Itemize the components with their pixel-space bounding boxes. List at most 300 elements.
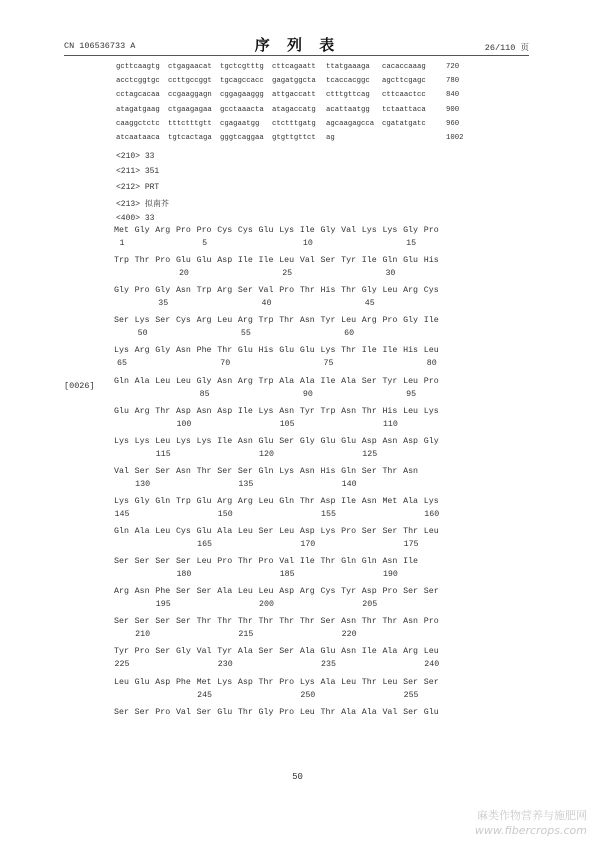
amino-acid: Asn xyxy=(341,647,357,657)
amino-acid: Ile xyxy=(382,346,398,356)
nucleotide-segment: agcaagagcca xyxy=(326,119,375,128)
amino-acid: Tyr xyxy=(341,587,357,597)
amino-acid: Ser xyxy=(155,647,171,657)
amino-acid: Ser xyxy=(237,466,253,476)
residue-position-number: 25 xyxy=(282,269,293,279)
protein-residue-row xyxy=(0,256,595,268)
residue-position-number: 135 xyxy=(238,479,254,489)
amino-acid: Ser xyxy=(134,466,150,476)
amino-acid: Lys xyxy=(258,406,274,416)
amino-acid: Lys xyxy=(382,226,398,235)
amino-acid: Lys xyxy=(279,226,295,235)
amino-acid: Ala xyxy=(217,587,233,597)
amino-acid: Lys xyxy=(114,496,129,506)
amino-acid: Pro xyxy=(258,557,274,567)
residue-position-number: 250 xyxy=(300,690,316,700)
amino-acid: Thr xyxy=(299,617,315,627)
residue-position-number: 30 xyxy=(385,269,396,279)
amino-acid: Gln xyxy=(341,466,357,476)
amino-acid: Glu xyxy=(279,346,295,356)
residue-position-number: 40 xyxy=(261,299,272,309)
residue-position-number: 155 xyxy=(321,509,336,519)
nucleotide-segment: gggtcaggaa xyxy=(220,134,264,142)
residue-position-number: 75 xyxy=(323,359,334,369)
amino-acid: Lys xyxy=(423,496,439,506)
amino-acid: Lys xyxy=(320,527,336,536)
nucleotide-segment: ccttgccggt xyxy=(168,77,212,86)
residue-position-number: 35 xyxy=(158,299,169,309)
amino-acid: Gly xyxy=(403,316,419,326)
amino-acid: His xyxy=(403,346,419,356)
nucleotide-segment: atagatgaag xyxy=(116,105,160,114)
amino-acid: Glu xyxy=(258,436,274,446)
amino-acid: Ala xyxy=(217,527,233,536)
amino-acid: Pro xyxy=(382,587,398,597)
nucleotide-segment: caaggctctc xyxy=(116,119,160,128)
protein-residue-row xyxy=(0,587,595,599)
amino-acid: Gly xyxy=(155,346,171,356)
protein-position-row xyxy=(0,299,595,311)
nucleotide-segment: tcaccacggc xyxy=(326,77,370,86)
amino-acid: Thr xyxy=(382,617,398,627)
amino-acid: Ser xyxy=(175,557,191,567)
protein-position-row xyxy=(0,329,595,341)
amino-acid: Thr xyxy=(258,617,274,627)
amino-acid: Cys xyxy=(175,527,191,536)
protein-residue-row xyxy=(0,527,595,539)
amino-acid: Leu xyxy=(155,436,171,446)
nucleotide-segment: tttctttgtt xyxy=(168,119,212,128)
residue-position-number: 215 xyxy=(238,630,254,640)
protein-residue-row xyxy=(0,708,595,720)
meta-value: 33 xyxy=(144,213,155,223)
amino-acid: Ser xyxy=(403,587,419,597)
amino-acid: Lys xyxy=(134,316,150,326)
amino-acid: Leu xyxy=(237,587,253,597)
nucleotide-segment: ctgagaacat xyxy=(168,63,212,71)
amino-acid: Thr xyxy=(299,286,315,296)
amino-acid: Ser xyxy=(114,316,129,326)
amino-acid: Cys xyxy=(237,226,253,235)
residue-position-number: 10 xyxy=(302,239,313,248)
amino-acid: Cys xyxy=(423,286,439,296)
amino-acid: Leu xyxy=(341,677,357,687)
amino-acid: Tyr xyxy=(341,256,357,266)
amino-acid: Gln xyxy=(258,466,274,476)
amino-acid: Ser xyxy=(175,587,191,597)
amino-acid: Pro xyxy=(279,707,295,717)
residue-position-number: 5 xyxy=(202,239,208,248)
amino-acid: Leu xyxy=(258,496,274,506)
meta-value: 33 xyxy=(144,152,155,161)
amino-acid: Met xyxy=(114,226,129,235)
residue-position-number: 65 xyxy=(117,359,127,369)
amino-acid: Ile xyxy=(361,647,377,657)
page-info: 26/110 页 xyxy=(484,43,529,53)
paragraph-label: [0026] xyxy=(64,381,95,391)
amino-acid: Ile xyxy=(361,256,377,266)
amino-acid: Glu xyxy=(258,226,274,235)
amino-acid: Leu xyxy=(114,677,129,687)
amino-acid: Ile xyxy=(423,316,439,326)
nucleotide-segment: attgaccatt xyxy=(272,91,316,100)
amino-acid: Leu xyxy=(279,256,295,266)
nucleotide-segment: ctctttgatg xyxy=(272,119,316,128)
amino-acid: Val xyxy=(279,557,295,567)
amino-acid: Thr xyxy=(196,617,212,627)
amino-acid: Pro xyxy=(155,256,171,266)
amino-acid: Thr xyxy=(361,406,377,416)
amino-acid: Thr xyxy=(134,256,150,266)
nucleotide-position: 900 xyxy=(446,105,460,114)
residue-position-number: 80 xyxy=(426,359,437,369)
amino-acid: Asp xyxy=(217,406,233,416)
meta-tag: <212> xyxy=(116,182,141,192)
nucleotide-segment: ag xyxy=(326,134,335,142)
amino-acid: Thr xyxy=(320,707,336,717)
amino-acid: Glu xyxy=(403,256,419,266)
nucleotide-segment: ttatgaaaga xyxy=(326,63,370,71)
amino-acid: Ser xyxy=(237,286,253,296)
amino-acid: Leu xyxy=(299,707,315,717)
amino-acid: Ser xyxy=(403,677,419,687)
amino-acid: Asp xyxy=(175,406,191,416)
amino-acid: Arg xyxy=(217,286,233,296)
nucleotide-segment: ctttgttcag xyxy=(326,91,370,100)
amino-acid: Gln xyxy=(361,557,377,567)
amino-acid: His xyxy=(320,286,336,296)
amino-acid: Val xyxy=(382,707,398,717)
amino-acid: Pro xyxy=(279,286,295,296)
amino-acid: Lys xyxy=(320,346,336,356)
amino-acid: Ser xyxy=(134,617,150,627)
protein-residue-row xyxy=(0,407,595,419)
amino-acid: Thr xyxy=(237,557,253,567)
amino-acid: Leu xyxy=(155,376,171,386)
amino-acid: Pro xyxy=(423,617,439,627)
amino-acid: Ser xyxy=(155,617,171,627)
amino-acid: Glu xyxy=(196,256,212,266)
residue-position-number: 160 xyxy=(424,509,440,519)
amino-acid: Ile xyxy=(237,256,253,266)
amino-acid: Asn xyxy=(341,406,357,416)
amino-acid: Ser xyxy=(155,557,171,567)
amino-acid: Gly xyxy=(134,496,150,506)
amino-acid: Leu xyxy=(423,346,439,356)
meta-value: 拟南芥 xyxy=(144,200,169,210)
amino-acid: Asn xyxy=(341,617,357,627)
amino-acid: Arg xyxy=(114,587,129,597)
amino-acid: Asn xyxy=(403,466,419,476)
amino-acid: Met xyxy=(382,496,398,506)
amino-acid: Asn xyxy=(382,436,398,446)
amino-acid: Glu xyxy=(341,436,357,446)
amino-acid: Asp xyxy=(361,587,377,597)
amino-acid: Lys xyxy=(196,436,212,446)
nucleotide-segment: tgcagccacc xyxy=(220,77,264,86)
nucleotide-segment: agcttcgagc xyxy=(382,77,426,86)
nucleotide-segment: gcctaaacta xyxy=(220,105,264,114)
amino-acid: Thr xyxy=(258,677,274,687)
amino-acid: Asp xyxy=(217,256,233,266)
amino-acid: Ala xyxy=(299,647,315,657)
amino-acid: Lys xyxy=(299,677,315,687)
amino-acid: Arg xyxy=(299,587,315,597)
nucleotide-segment: cggagaaggg xyxy=(220,91,264,100)
protein-position-row xyxy=(0,721,595,733)
protein-residue-row xyxy=(0,316,595,328)
protein-position-row xyxy=(0,269,595,281)
nucleotide-segment: ctgaagagaa xyxy=(168,105,212,114)
amino-acid: Ser xyxy=(258,527,274,536)
amino-acid: Lys xyxy=(134,436,150,446)
amino-acid: Ala xyxy=(279,376,295,386)
amino-acid: Leu xyxy=(258,587,274,597)
residue-position-number: 180 xyxy=(176,570,192,580)
nucleotide-segment: cacaccaaag xyxy=(382,63,426,71)
amino-acid: Asn xyxy=(299,466,315,476)
amino-acid: Val xyxy=(299,256,315,266)
amino-acid: Arg xyxy=(196,316,212,326)
amino-acid: Ile xyxy=(320,376,336,386)
amino-acid: Pro xyxy=(155,707,171,717)
amino-acid: Lys xyxy=(114,436,129,446)
protein-position-row xyxy=(0,480,595,492)
amino-acid: Asn xyxy=(196,406,212,416)
protein-position-row xyxy=(0,691,595,703)
residue-position-number: 115 xyxy=(155,449,171,459)
residue-position-number: 225 xyxy=(114,660,130,670)
amino-acid: Gly xyxy=(134,226,150,235)
residue-position-number: 120 xyxy=(259,449,274,459)
watermark-url: www.fibercrops.com xyxy=(474,824,587,837)
protein-position-row xyxy=(0,359,595,371)
sequence-meta-line xyxy=(116,198,169,209)
amino-acid: Trp xyxy=(114,256,129,266)
protein-residue-row xyxy=(0,647,595,659)
amino-acid: Leu xyxy=(217,316,233,326)
amino-acid: Pro xyxy=(341,527,357,536)
amino-acid: Asn xyxy=(382,557,398,567)
amino-acid: Ile xyxy=(217,436,233,446)
nucleotide-position: 960 xyxy=(446,119,460,128)
residue-position-number: 85 xyxy=(199,389,210,399)
amino-acid: Glu xyxy=(320,436,336,446)
amino-acid: Lys xyxy=(423,406,439,416)
protein-position-row xyxy=(0,570,595,582)
amino-acid: Gly xyxy=(403,226,419,235)
amino-acid: Ser xyxy=(279,436,295,446)
protein-residue-row xyxy=(0,678,595,690)
amino-acid: Trp xyxy=(320,406,336,416)
amino-acid: Ser xyxy=(114,707,129,717)
residue-position-number: 130 xyxy=(135,479,151,489)
amino-acid: Ser xyxy=(320,617,336,627)
nucleotide-segment: acattaatgg xyxy=(326,105,370,114)
amino-acid: Asp xyxy=(320,496,336,506)
nucleotide-segment: gagatggcta xyxy=(272,77,316,86)
amino-acid: Ser xyxy=(114,617,129,627)
amino-acid: Pro xyxy=(423,226,439,235)
amino-acid: Glu xyxy=(299,346,315,356)
nucleotide-segment: tgctcgtttg xyxy=(220,63,264,71)
residue-position-number: 195 xyxy=(155,600,171,610)
residue-position-number: 220 xyxy=(341,630,357,640)
amino-acid: Ser xyxy=(114,557,129,567)
amino-acid: His xyxy=(423,256,439,266)
amino-acid: Pro xyxy=(217,557,233,567)
amino-acid: Asp xyxy=(237,677,253,687)
amino-acid: Ile xyxy=(258,256,274,266)
amino-acid: Lys xyxy=(279,466,295,476)
amino-acid: His xyxy=(320,466,336,476)
amino-acid: Asn xyxy=(175,466,191,476)
residue-position-number: 95 xyxy=(406,389,417,399)
protein-residue-row xyxy=(0,346,595,358)
amino-acid: Asn xyxy=(361,496,377,506)
amino-acid: Ser xyxy=(361,376,377,386)
amino-acid: Ala xyxy=(382,647,398,657)
amino-acid: Thr xyxy=(341,286,357,296)
amino-acid: Cys xyxy=(175,316,191,326)
nucleotide-segment: tgtcactaga xyxy=(168,134,212,142)
amino-acid: Asn xyxy=(217,376,233,386)
amino-acid: Ile xyxy=(361,346,377,356)
meta-value: PRT xyxy=(144,182,160,192)
protein-residue-row xyxy=(0,286,595,298)
nucleotide-segment: gtgttgttct xyxy=(272,134,316,142)
nucleotide-segment: ccgaaggagn xyxy=(168,91,212,100)
amino-acid: Thr xyxy=(196,466,212,476)
nucleotide-segment: cttcaactcc xyxy=(382,91,426,100)
residue-position-number: 240 xyxy=(424,660,440,670)
sequence-meta-line xyxy=(116,183,159,192)
nucleotide-segment: atcaataaca xyxy=(116,134,160,142)
amino-acid: Ser xyxy=(134,557,150,567)
amino-acid: Ser xyxy=(279,647,295,657)
amino-acid: Asn xyxy=(134,587,150,597)
protein-position-row xyxy=(0,600,595,612)
meta-tag: <213> xyxy=(116,200,141,210)
nucleotide-segment: cgagaatgg xyxy=(220,119,260,128)
amino-acid: Arg xyxy=(237,376,253,386)
protein-position-row xyxy=(0,540,595,552)
amino-acid: Phe xyxy=(155,587,171,597)
amino-acid: Glu xyxy=(114,406,129,416)
amino-acid: Ser xyxy=(155,316,171,326)
residue-position-number: 140 xyxy=(341,479,357,489)
amino-acid: Thr xyxy=(217,617,233,627)
amino-acid: Thr xyxy=(320,557,336,567)
amino-acid: Gly xyxy=(299,436,315,446)
amino-acid: Pro xyxy=(134,647,150,657)
protein-residue-row xyxy=(0,226,595,238)
nucleotide-position: 840 xyxy=(446,91,460,100)
amino-acid: Ser xyxy=(423,677,439,687)
sequence-meta-line xyxy=(116,167,159,176)
amino-acid: His xyxy=(382,406,398,416)
amino-acid: Ser xyxy=(196,587,212,597)
protein-residue-row xyxy=(0,557,595,569)
sequence-meta-line xyxy=(116,152,154,161)
nucleotide-segment: cttcagaatt xyxy=(272,63,316,71)
amino-acid: Leu xyxy=(423,647,439,657)
amino-acid: Ala xyxy=(299,376,315,386)
residue-position-number: 190 xyxy=(382,570,398,580)
amino-acid: Ala xyxy=(361,707,377,717)
amino-acid: Ala xyxy=(403,496,419,506)
amino-acid: Val xyxy=(341,226,357,235)
residue-position-number: 60 xyxy=(344,329,355,339)
amino-acid: Gln xyxy=(279,496,295,506)
protein-position-row xyxy=(0,390,595,402)
amino-acid: Glu xyxy=(196,527,212,536)
amino-acid: Gln xyxy=(341,557,357,567)
residue-position-number: 255 xyxy=(403,690,419,700)
amino-acid: Ser xyxy=(361,527,377,536)
amino-acid: Val xyxy=(196,647,212,657)
patent-number: CN 106536733 A xyxy=(64,41,136,51)
amino-acid: Leu xyxy=(237,527,253,536)
amino-acid: Asp xyxy=(279,587,295,597)
amino-acid: Tyr xyxy=(217,647,233,657)
amino-acid: Phe xyxy=(175,677,191,687)
amino-acid: Val xyxy=(114,466,129,476)
amino-acid: Met xyxy=(196,677,212,687)
protein-position-row xyxy=(0,239,595,251)
protein-residue-row xyxy=(0,467,595,479)
amino-acid: Thr xyxy=(299,496,315,506)
amino-acid: Asn xyxy=(299,316,315,326)
amino-acid: Leu xyxy=(403,406,419,416)
residue-position-number: 210 xyxy=(135,630,151,640)
meta-value: 351 xyxy=(144,167,160,177)
amino-acid: Ile xyxy=(237,406,253,416)
protein-position-row xyxy=(0,510,595,522)
amino-acid: Gly xyxy=(361,286,377,296)
nucleotide-segment: cctagcacaa xyxy=(116,91,160,100)
amino-acid: Gln xyxy=(114,376,129,386)
amino-acid: Glu xyxy=(196,496,212,506)
amino-acid: Gln xyxy=(114,527,129,536)
amino-acid: Leu xyxy=(423,527,439,536)
amino-acid: Thr xyxy=(279,617,295,627)
amino-acid: Trp xyxy=(175,496,191,506)
nucleotide-segment: tctaattaca xyxy=(382,105,426,114)
residue-position-number: 245 xyxy=(197,690,213,700)
residue-position-number: 105 xyxy=(279,419,295,429)
amino-acid: Leu xyxy=(382,677,398,687)
amino-acid: Ser xyxy=(217,466,233,476)
amino-acid: Ile xyxy=(299,557,315,567)
amino-acid: Thr xyxy=(361,617,377,627)
amino-acid: Ala xyxy=(134,376,150,386)
amino-acid: Pro xyxy=(175,226,191,235)
amino-acid: Glu xyxy=(423,707,439,717)
amino-acid: Arg xyxy=(155,226,171,235)
residue-position-number: 205 xyxy=(362,600,378,610)
amino-acid: Gly xyxy=(320,226,336,235)
amino-acid: Ala xyxy=(320,677,336,687)
amino-acid: Gly xyxy=(258,707,274,717)
amino-acid: Arg xyxy=(403,647,419,657)
page-number: 50 xyxy=(292,772,303,782)
amino-acid: Gly xyxy=(155,286,171,296)
amino-acid: Ser xyxy=(196,707,212,717)
residue-position-number: 150 xyxy=(217,509,233,519)
amino-acid: His xyxy=(258,346,274,356)
amino-acid: Trp xyxy=(258,376,274,386)
